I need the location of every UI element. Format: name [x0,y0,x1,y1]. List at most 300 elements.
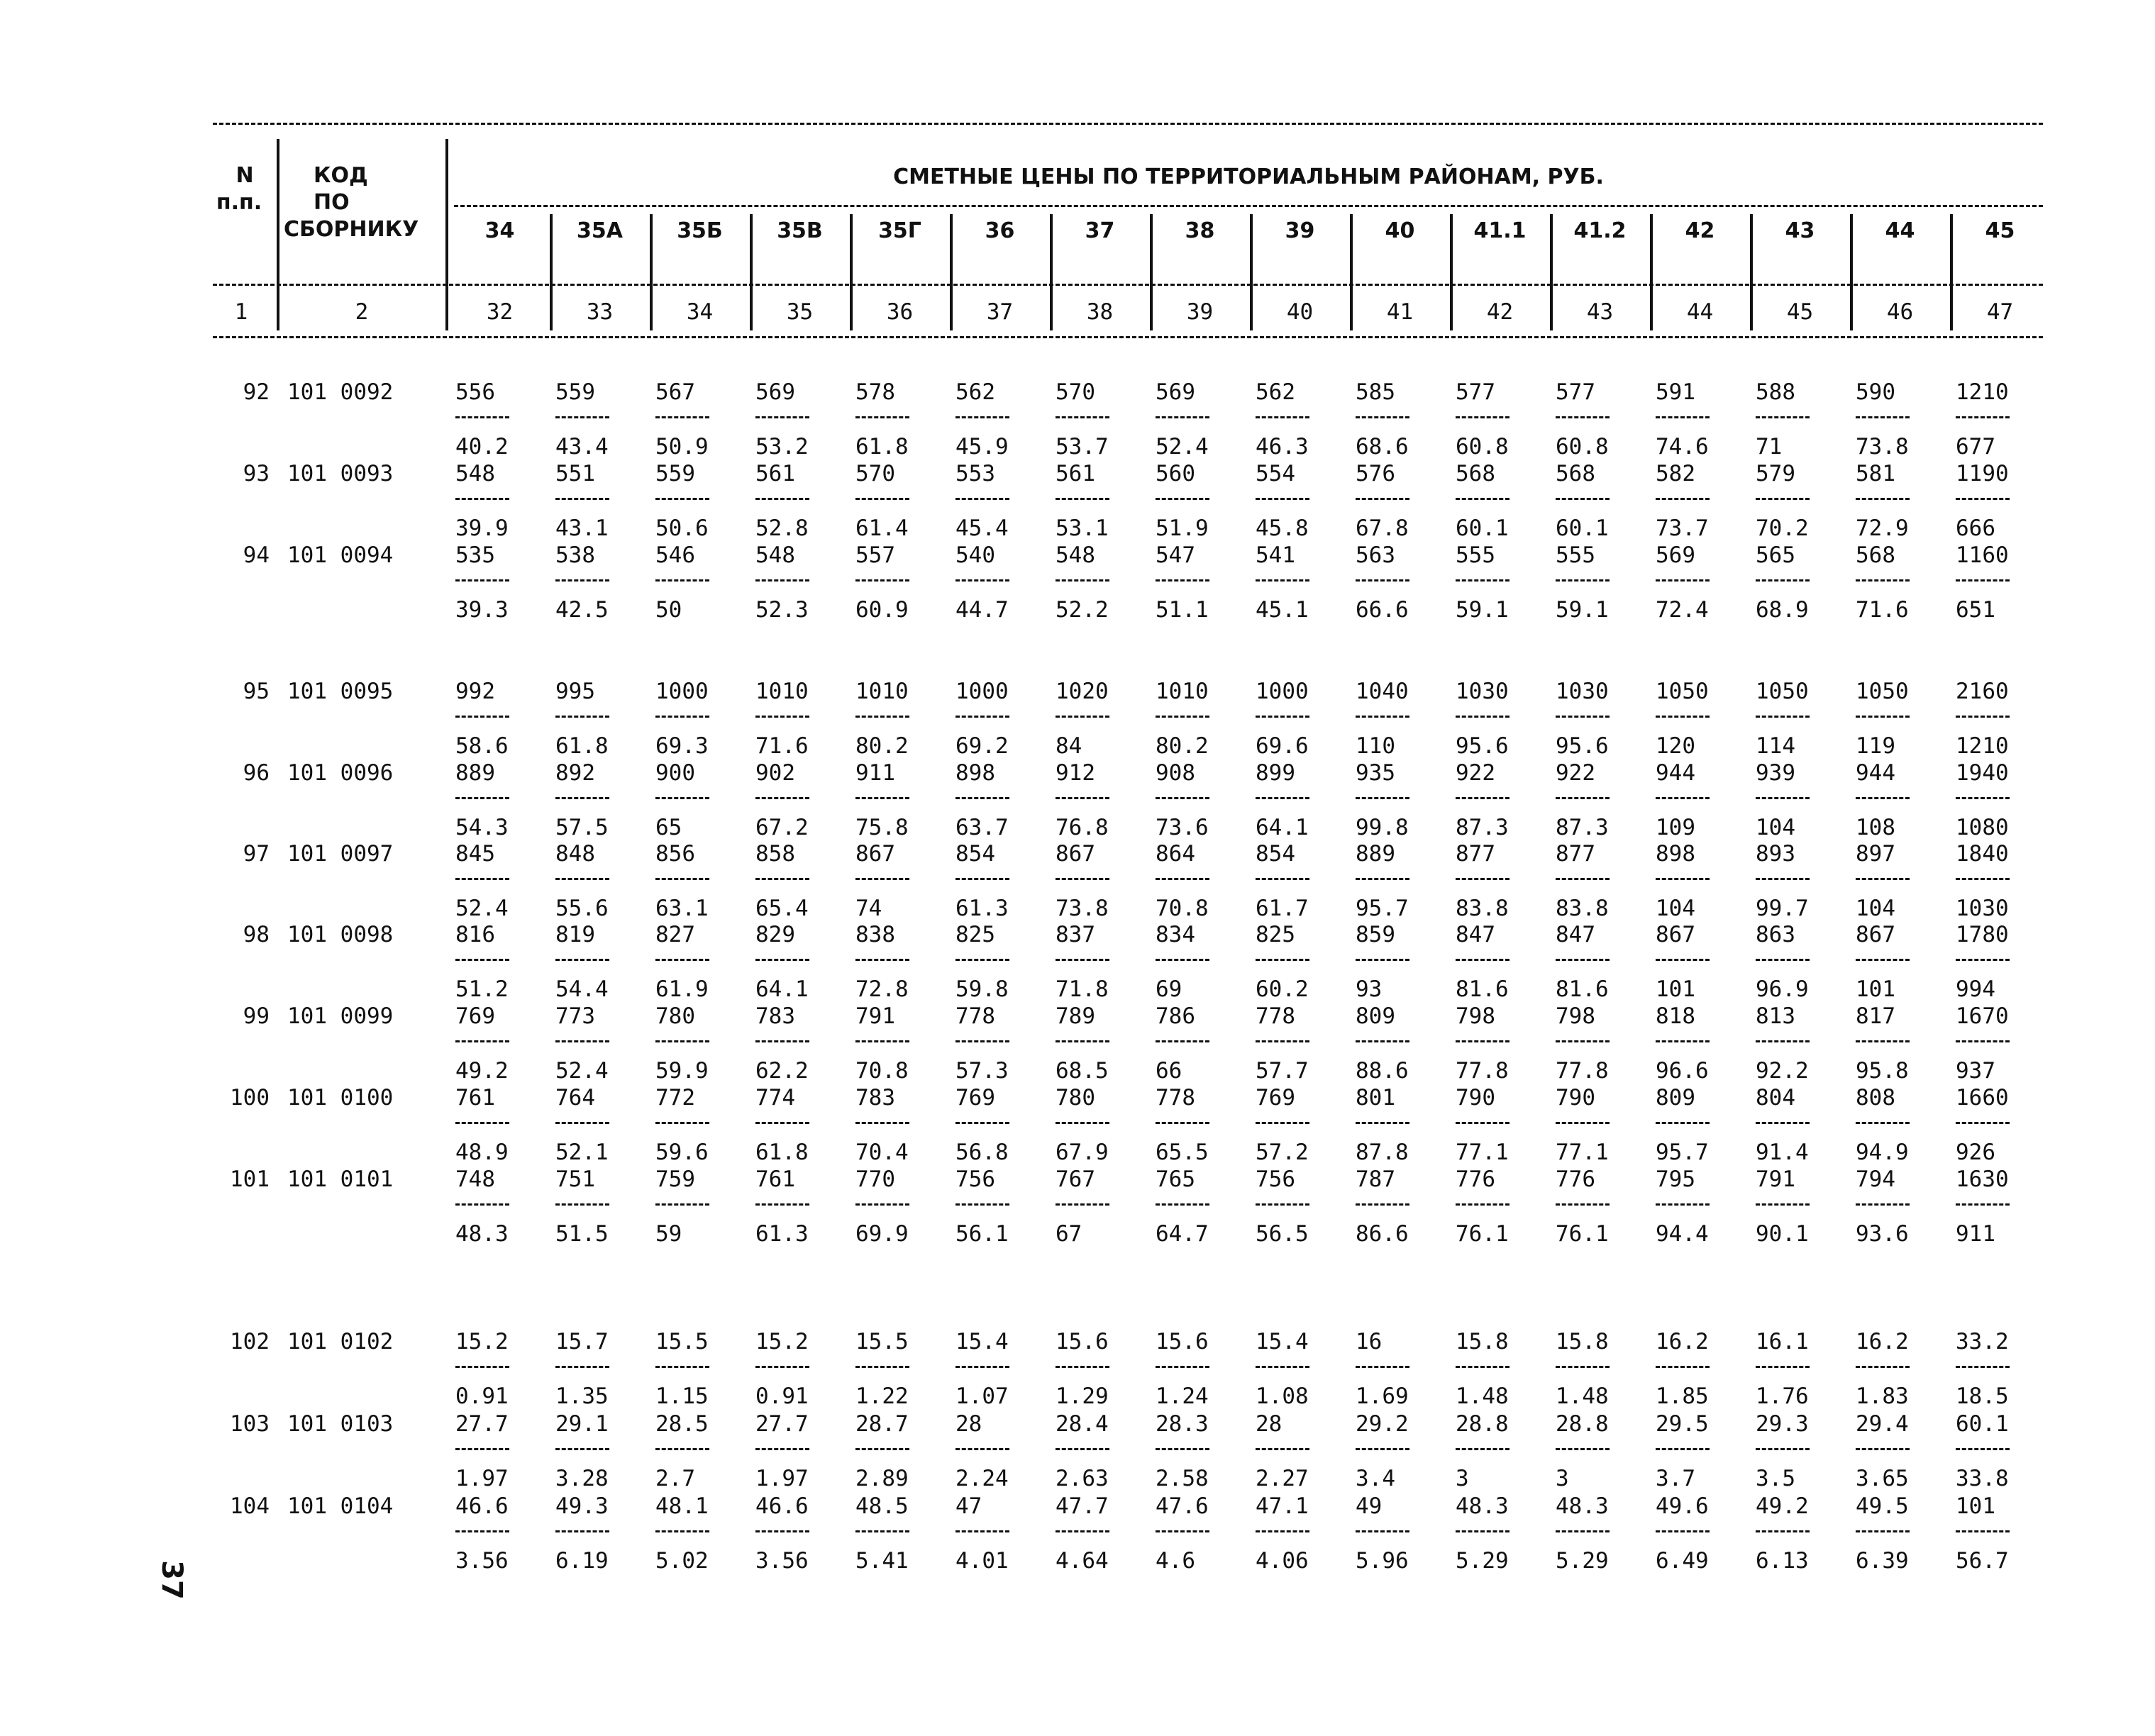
price-total: 791 [1756,1167,1795,1192]
fraction-line [555,959,609,961]
fraction-line [1656,1448,1710,1450]
price-wages: 1.15 [655,1384,709,1409]
price-total: 765 [1156,1167,1195,1192]
price-wages: 95.6 [1456,733,1509,759]
price-wages: 677 [1956,434,1995,460]
col-number: 32 [486,299,514,325]
price-wages: 70.2 [1756,516,1809,541]
price-total: 554 [1256,461,1295,486]
price-total: 1940 [1956,760,2009,786]
price-wages: 95.7 [1356,896,1409,921]
fraction-line [855,878,909,880]
price-total: 1630 [1956,1167,2009,1192]
price-total: 889 [455,760,495,786]
price-wages: 57.2 [1256,1140,1309,1165]
price-wages: 51.2 [455,976,509,1002]
fraction-line [1056,579,1109,582]
fraction-line [755,716,809,718]
price-wages: 90.1 [1756,1221,1809,1247]
price-wages: 61.3 [755,1221,809,1247]
fraction-line [755,878,809,880]
price-wages: 63.7 [955,815,1009,840]
price-total: 562 [1256,379,1295,405]
price-total: 559 [655,461,695,486]
fraction-line [1756,579,1810,582]
fraction-line [955,498,1009,500]
col-separator [1850,214,1853,330]
fraction-line [555,716,609,718]
price-total: 27.7 [755,1411,809,1437]
fraction-line [955,878,1009,880]
price-total: 562 [955,379,995,405]
fraction-line [955,1448,1009,1450]
header-n-label: N [236,163,254,188]
price-total: 898 [955,760,995,786]
price-wages: 65 [655,815,682,840]
fraction-line [1356,1122,1409,1124]
fraction-line [455,1122,509,1124]
price-wages: 60.1 [1456,516,1509,541]
price-total: 1010 [855,679,909,704]
col-number: 38 [1086,299,1114,325]
price-wages: 666 [1956,516,1995,541]
price-total: 790 [1456,1085,1495,1111]
price-wages: 95.7 [1656,1140,1709,1165]
row-number: 95 [243,679,270,704]
fraction-line [1256,878,1309,880]
price-wages: 67.2 [755,815,809,840]
price-wages: 5.41 [855,1548,909,1574]
price-total: 553 [955,461,995,486]
price-total: 551 [555,461,595,486]
fraction-line [455,1040,509,1042]
fraction-line [1456,716,1509,718]
price-total: 778 [1156,1085,1195,1111]
price-total: 922 [1456,760,1495,786]
price-total: 877 [1456,841,1495,867]
price-total: 783 [855,1085,895,1111]
fraction-line [1556,1366,1610,1368]
fraction-line [555,878,609,880]
fraction-line [1356,498,1409,500]
price-wages: 66 [1156,1058,1182,1084]
district-header: 35А [577,218,623,243]
price-total: 825 [1256,922,1295,947]
price-wages: 88.6 [1356,1058,1409,1084]
price-wages: 80.2 [855,733,909,759]
col-separator [650,214,653,330]
price-total: 577 [1556,379,1595,405]
price-wages: 65.5 [1156,1140,1209,1165]
price-total: 778 [1256,1003,1295,1029]
price-wages: 52.2 [1056,597,1109,623]
price-total: 591 [1656,379,1695,405]
price-total: 47.1 [1256,1493,1309,1519]
fraction-line [955,416,1009,418]
price-total: 561 [755,461,795,486]
fraction-line [1256,1040,1309,1042]
col-number: 36 [886,299,914,325]
fraction-line [655,1122,709,1124]
fraction-line [755,579,809,582]
fraction-line [1756,959,1810,961]
price-total: 767 [1056,1167,1095,1192]
col-number: 1 [234,299,248,325]
price-total: 28.8 [1556,1411,1609,1437]
fraction-line [1056,959,1109,961]
fraction-line [1456,878,1509,880]
price-total: 858 [755,841,795,867]
fraction-line [455,1530,509,1532]
price-wages: 3.5 [1756,1466,1795,1491]
price-wages: 93 [1356,976,1383,1002]
price-wages: 94.9 [1856,1140,1909,1165]
price-wages: 60.8 [1456,434,1509,460]
fraction-line [855,1203,909,1206]
price-total: 548 [1056,542,1095,568]
fraction-line [1356,1366,1409,1368]
price-wages: 1.07 [955,1384,1009,1409]
district-header: 35В [777,218,823,243]
price-wages: 1.22 [855,1384,909,1409]
fraction-line [755,959,809,961]
price-total: 563 [1356,542,1395,568]
price-wages: 0.91 [755,1384,809,1409]
price-total: 761 [455,1085,495,1111]
fraction-line [1756,878,1810,880]
fraction-line [655,716,709,718]
row-number: 100 [230,1085,270,1111]
row-code: 101 0099 [287,1003,394,1029]
price-total: 992 [455,679,495,704]
price-total: 582 [1656,461,1695,486]
price-total: 47 [955,1493,982,1519]
price-total: 867 [1656,922,1695,947]
fraction-line [955,1122,1009,1124]
price-total: 33.2 [1956,1329,2009,1354]
price-wages: 48.3 [455,1221,509,1247]
fraction-line [655,1448,709,1450]
price-total: 47.7 [1056,1493,1109,1519]
price-wages: 84 [1056,733,1082,759]
fraction-line [955,716,1009,718]
price-total: 46.6 [455,1493,509,1519]
price-total: 15.5 [855,1329,909,1354]
price-total: 1010 [755,679,809,704]
fraction-line [955,959,1009,961]
fraction-line [855,1366,909,1368]
price-wages: 1.08 [1256,1384,1309,1409]
price-wages: 2.63 [1056,1466,1109,1491]
col-separator [950,214,953,330]
price-total: 27.7 [455,1411,509,1437]
price-wages: 61.3 [955,896,1009,921]
col-number: 2 [355,299,369,325]
fraction-line [1656,959,1710,961]
price-total: 28.3 [1156,1411,1209,1437]
price-wages: 86.6 [1356,1221,1409,1247]
price-total: 1000 [655,679,709,704]
price-total: 590 [1856,379,1895,405]
fraction-line [1556,579,1610,582]
fraction-line [855,1122,909,1124]
price-total: 922 [1556,760,1595,786]
fraction-line [655,878,709,880]
price-wages: 76.1 [1556,1221,1609,1247]
price-wages: 63.1 [655,896,709,921]
header-bottom-rule [213,336,2043,338]
fraction-line [1856,579,1910,582]
fraction-line [1956,1366,2010,1368]
fraction-line [555,1366,609,1368]
price-wages: 56.5 [1256,1221,1309,1247]
fraction-line [855,716,909,718]
price-total: 864 [1156,841,1195,867]
price-wages: 64.1 [755,976,809,1002]
row-number: 97 [243,841,270,867]
fraction-line [455,1366,509,1368]
price-total: 555 [1456,542,1495,568]
fraction-line [1756,1203,1810,1206]
price-total: 16.1 [1756,1329,1809,1354]
price-wages: 43.4 [555,434,609,460]
price-wages: 3.7 [1656,1466,1695,1491]
price-wages: 1.97 [455,1466,509,1491]
price-total: 786 [1156,1003,1195,1029]
price-total: 556 [455,379,495,405]
top-rule [213,123,2043,125]
header-title: СМЕТНЫЕ ЦЕНЫ ПО ТЕРРИТОРИАЛЬНЫМ РАЙОНАМ, РУБ. [893,165,1604,189]
price-wages: 80.2 [1156,733,1209,759]
price-total: 16.2 [1656,1329,1709,1354]
price-total: 15.7 [555,1329,609,1354]
price-total: 48.3 [1556,1493,1609,1519]
price-wages: 40.2 [455,434,509,460]
fraction-line [955,579,1009,582]
row-code: 101 0095 [287,679,394,704]
fraction-line [1956,797,2010,799]
price-total: 801 [1356,1085,1395,1111]
price-total: 1050 [1856,679,1909,704]
price-total: 818 [1656,1003,1695,1029]
price-total: 809 [1356,1003,1395,1029]
price-total: 1780 [1956,922,2009,947]
fraction-line [1656,579,1710,582]
price-total: 776 [1556,1167,1595,1192]
fraction-line [855,959,909,961]
price-wages: 911 [1956,1221,1995,1247]
price-wages: 109 [1656,815,1695,840]
price-total: 827 [655,922,695,947]
price-total: 794 [1856,1167,1895,1192]
fraction-line [655,579,709,582]
price-wages: 70.4 [855,1140,909,1165]
price-wages: 50.9 [655,434,709,460]
price-total: 774 [755,1085,795,1111]
fraction-line [855,1530,909,1532]
price-total: 540 [955,542,995,568]
row-number: 94 [243,542,270,568]
price-total: 1190 [1956,461,2009,486]
district-header: 43 [1785,218,1815,243]
price-wages: 92.2 [1756,1058,1809,1084]
price-total: 789 [1056,1003,1095,1029]
price-wages: 54.4 [555,976,609,1002]
price-total: 101 [1956,1493,1995,1519]
fraction-line [1156,1530,1209,1532]
price-total: 899 [1256,760,1295,786]
fraction-line [555,579,609,582]
price-wages: 937 [1956,1058,1995,1084]
price-wages: 61.8 [555,733,609,759]
price-wages: 6.39 [1856,1548,1909,1574]
price-wages: 53.7 [1056,434,1109,460]
fraction-line [1956,1448,2010,1450]
col-separator [750,214,753,330]
price-wages: 651 [1956,597,1995,623]
fraction-line [655,498,709,500]
fraction-line [1756,1448,1810,1450]
fraction-line [1656,498,1710,500]
price-total: 49.2 [1756,1493,1809,1519]
price-wages: 52.1 [555,1140,609,1165]
price-wages: 77.8 [1456,1058,1509,1084]
fraction-line [1456,416,1509,418]
fraction-line [1856,1448,1910,1450]
row-number: 104 [230,1493,270,1519]
fraction-line [855,1448,909,1450]
price-wages: 3 [1556,1466,1569,1491]
price-wages: 2.24 [955,1466,1009,1491]
price-total: 776 [1456,1167,1495,1192]
fraction-line [755,1040,809,1042]
fraction-line [455,716,509,718]
price-total: 889 [1356,841,1395,867]
fraction-line [1956,498,2010,500]
row-number: 101 [230,1167,270,1192]
fraction-line [1656,1366,1710,1368]
fraction-line [1756,1366,1810,1368]
price-total: 804 [1756,1085,1795,1111]
price-wages: 74.6 [1656,434,1709,460]
fraction-line [755,1530,809,1532]
price-total: 548 [755,542,795,568]
price-wages: 53.2 [755,434,809,460]
price-total: 808 [1856,1085,1895,1111]
price-wages: 77.1 [1456,1140,1509,1165]
fraction-line [1756,797,1810,799]
price-wages: 45.8 [1256,516,1309,541]
price-total: 1000 [1256,679,1309,704]
row-code: 101 0094 [287,542,394,568]
price-total: 16.2 [1856,1329,1909,1354]
fraction-line [955,1040,1009,1042]
col-number: 44 [1686,299,1714,325]
price-wages: 53.1 [1056,516,1109,541]
price-total: 1670 [1956,1003,2009,1029]
fraction-line [855,1040,909,1042]
price-total: 893 [1756,841,1795,867]
district-header: 38 [1185,218,1215,243]
price-total: 28 [1256,1411,1283,1437]
fraction-line [1156,797,1209,799]
price-total: 1160 [1956,542,2009,568]
price-total: 780 [655,1003,695,1029]
price-wages: 1.48 [1456,1384,1509,1409]
fraction-line [1056,716,1109,718]
fraction-line [1356,579,1409,582]
fraction-line [1356,716,1409,718]
price-total: 756 [955,1167,995,1192]
fraction-line [955,1366,1009,1368]
price-wages: 73.8 [1056,896,1109,921]
fraction-line [1256,1530,1309,1532]
price-total: 29.2 [1356,1411,1409,1437]
fraction-line [1656,797,1710,799]
price-wages: 55.6 [555,896,609,921]
price-wages: 59.6 [655,1140,709,1165]
price-wages: 70.8 [855,1058,909,1084]
price-wages: 4.01 [955,1548,1009,1574]
price-total: 1050 [1756,679,1809,704]
price-total: 1030 [1456,679,1509,704]
col-number: 35 [786,299,814,325]
fraction-line [1356,878,1409,880]
fraction-line [1856,959,1910,961]
price-wages: 119 [1856,733,1895,759]
price-wages: 81.6 [1556,976,1609,1002]
price-total: 576 [1356,461,1395,486]
price-wages: 52.4 [455,896,509,921]
price-total: 559 [555,379,595,405]
price-wages: 1.24 [1156,1384,1209,1409]
fraction-line [1456,797,1509,799]
price-total: 578 [855,379,895,405]
fraction-line [1156,416,1209,418]
price-wages: 94.4 [1656,1221,1709,1247]
price-total: 809 [1656,1085,1695,1111]
price-total: 1840 [1956,841,2009,867]
fraction-line [1256,716,1309,718]
price-wages: 49.2 [455,1058,509,1084]
fraction-line [655,416,709,418]
price-total: 15.5 [655,1329,709,1354]
price-wages: 65.4 [755,896,809,921]
price-wages: 104 [1656,896,1695,921]
price-wages: 3.65 [1856,1466,1909,1491]
price-total: 557 [855,542,895,568]
price-total: 570 [855,461,895,486]
fraction-line [1156,1448,1209,1450]
fraction-line [655,1366,709,1368]
district-header: 44 [1885,218,1915,243]
price-total: 568 [1456,461,1495,486]
price-total: 577 [1456,379,1495,405]
price-wages: 69.6 [1256,733,1309,759]
price-total: 825 [955,922,995,947]
price-wages: 3.56 [455,1548,509,1574]
price-total: 15.6 [1156,1329,1209,1354]
col-separator [277,139,279,330]
fraction-line [1156,498,1209,500]
price-total: 867 [1856,922,1895,947]
price-wages: 1.76 [1756,1384,1809,1409]
price-total: 790 [1556,1085,1595,1111]
price-total: 856 [655,841,695,867]
price-wages: 96.6 [1656,1058,1709,1084]
price-wages: 52.8 [755,516,809,541]
fraction-line [1956,416,2010,418]
